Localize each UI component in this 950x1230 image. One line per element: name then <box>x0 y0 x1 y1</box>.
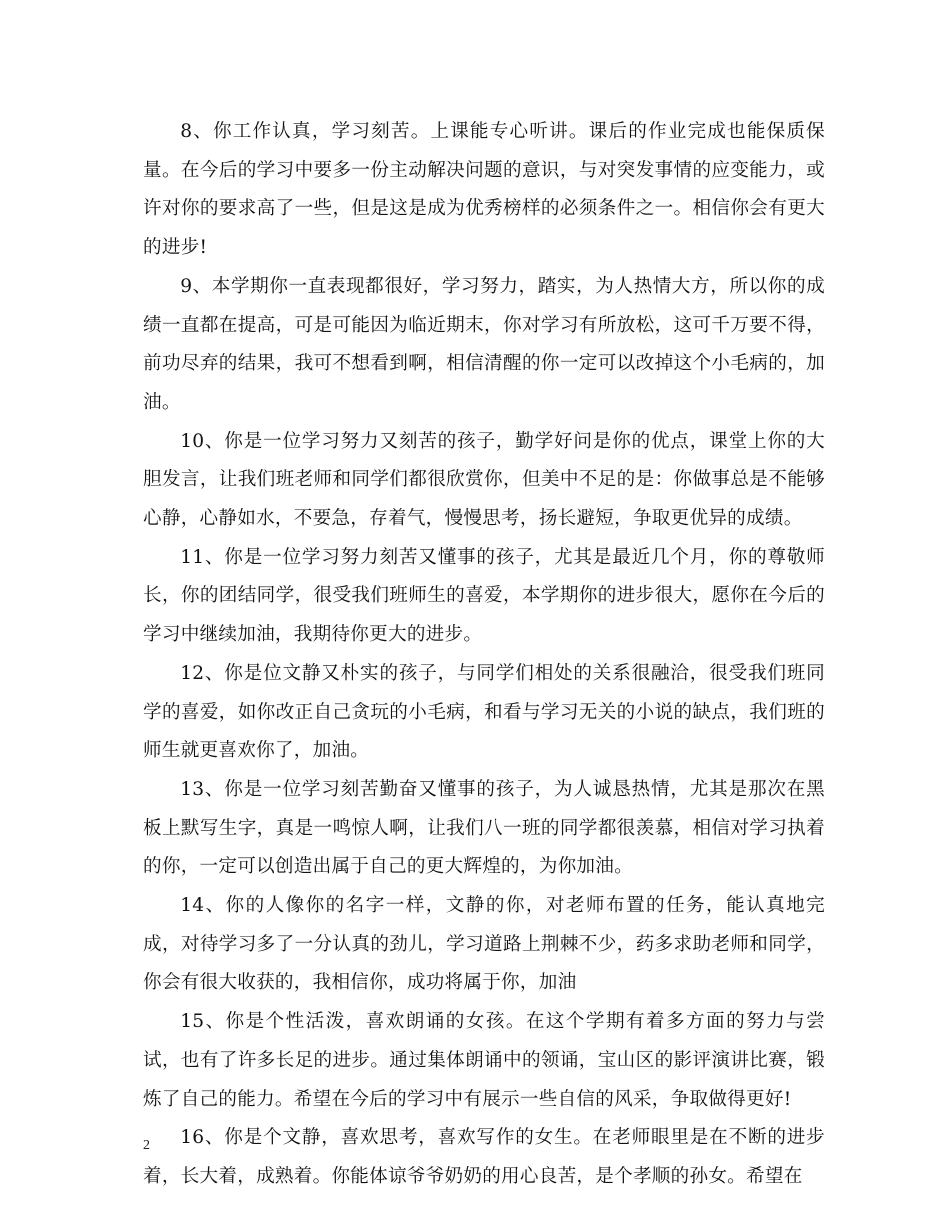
comment-paragraph-15: 15、你是个性活泼，喜欢朗诵的女孩。在这个学期有着多方面的努力与尝试，也有了许多长足的进步。通过集体朗诵中的领诵，宝山区的影评演讲比赛，锻炼了自己的能力。希望在今后的学习中有展示一些自信的风采，争取做得更好! <box>143 1011 825 1110</box>
comment-paragraph-14: 14、你的人像你的名字一样，文静的你，对老师布置的任务，能认真地完成，对待学习多了一分认真的劲儿，学习道路上荆棘不少，药多求助老师和同学，你会有很大收获的，我相信你，成功将属于你，加油 <box>143 895 825 994</box>
comment-paragraph-16: 16、你是个文静，喜欢思考，喜欢写作的女生。在老师眼里是在不断的进步着，长大着，成熟着。你能体谅爷爷奶奶的用心良苦，是个孝顺的孙女。希望在 <box>143 1127 825 1187</box>
comment-paragraph-11: 11、你是一位学习努力刻苦又懂事的孩子，尤其是最近几个月，你的尊敬师长，你的团结同学，很受我们班师生的喜爱，本学期你的进步很大，愿你在今后的学习中继续加油，我期待你更大的进步。 <box>143 546 825 646</box>
comment-paragraph-9: 9、本学期你一直表现都很好，学习努力，踏实，为人热情大方，所以你的成绩一直都在提高，可是可能因为临近期末，你对学习有所放松，这可千万要不得，前功尽弃的结果，我可不想看到啊，相信清醒的你一定可以改掉这个小毛病的，加油。 <box>143 275 825 413</box>
comment-paragraph-13: 13、你是一位学习刻苦勤奋又懂事的孩子，为人诚恳热情，尤其是那次在黑板上默写生字，真是一鸣惊人啊，让我们八一班的同学都很羡慕，相信对学习执着的你，一定可以创造出属于自己的更大辉煌的，为你加油。 <box>143 778 825 878</box>
document-body <box>143 113 825 1197</box>
page-number: 2 <box>143 1138 150 1153</box>
comment-paragraph-10: 10、你是一位学习努力又刻苦的孩子，勤学好问是你的优点，课堂上你的大胆发言，让我们班老师和同学们都很欣赏你，但美中不足的是：你做事总是不能够心静，心静如水，不要急，存着气，慢慢思考，扬长避短，争取更优异的成绩。 <box>143 430 825 530</box>
comment-paragraph-12: 12、你是位文静又朴实的孩子，与同学们相处的关系很融洽，很受我们班同学的喜爱，如你改正自己贪玩的小毛病，和看与学习无关的小说的缺点，我们班的师生就更喜欢你了，加油。 <box>143 662 825 762</box>
comment-paragraph-8: 8、你工作认真，学习刻苦。上课能专心听讲。课后的作业完成也能保质保量。在今后的学习中要多一份主动解决问题的意识，与对突发事情的应变能力，或许对你的要求高了一些，但是这是成为优秀榜样的必须条件之一。相信你会有更大的进步! <box>143 121 825 259</box>
